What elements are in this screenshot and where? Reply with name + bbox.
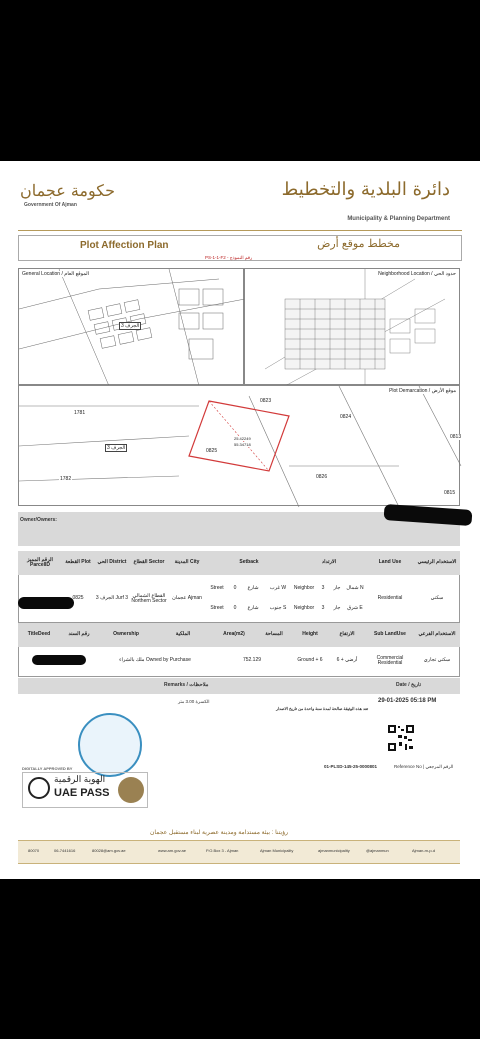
footer-contacts-bar: [18, 840, 460, 864]
plot-label-0824: 0824: [340, 414, 352, 420]
plot-label-0813: 0813: [450, 434, 462, 440]
title-ar: مخطط موقع أرض: [317, 238, 400, 250]
setback-row1-dir2: شمال N: [346, 585, 364, 592]
hdr-parcel: الرقم المميز ParcelID: [18, 551, 62, 575]
general-location-label: General Location / الموقع العام: [22, 271, 90, 277]
district-value: الجرف 3 Jurf 3: [95, 595, 129, 602]
demarcation-jurf-label: الجرف 3: [107, 445, 126, 451]
hdr-titledeed: TitleDeed: [18, 623, 60, 647]
sub-landuse-value: Commercial Residential: [376, 654, 404, 666]
hdr-area: Area(m2): [212, 623, 256, 647]
municipality-logo-en: Municipality & Planning Department: [347, 216, 450, 222]
contact-twitter: @ajmanmun: [366, 848, 389, 853]
height-ar-value: أرضي + 6: [336, 657, 358, 664]
date-value: 29-01-2025 05:18 PM: [378, 698, 437, 704]
reference-value: 01-PLSD-145-25-0000801: [324, 764, 378, 769]
uae-pass-ar: الهوية الرقمية: [54, 774, 106, 784]
hdr-setback: Setback: [206, 551, 292, 575]
setback-row1-dir: غرب W: [269, 585, 287, 592]
hdr-deed-no: رقم السند: [60, 623, 98, 647]
city-value: عجمان Ajman: [172, 595, 202, 602]
contact-pobox: P.O.Box 3 - Ajman: [206, 848, 239, 853]
fingerprint-icon: [28, 777, 50, 799]
government-logo-en: Government Of Ajman: [24, 202, 77, 208]
vision-statement: رؤيتنا : بيئة مستدامة ومدينة عصرية لبناء مستقبل عجمان: [150, 830, 289, 836]
digitally-approved-label: DIGITALLY APPROVED BY: [22, 766, 73, 771]
uae-pass-seal: [118, 777, 144, 803]
hdr-sub-landuse: Sub LandUse: [366, 623, 414, 647]
neighborhood-location-label: Neighborhood Location / حدود الحي: [378, 271, 456, 277]
hdr-sub-landuse-ar: الاستخدام الفرعي: [414, 623, 460, 647]
area-value: 752.129: [242, 657, 262, 664]
setback-row2-dir2: شرق E: [347, 605, 363, 612]
plot-coord-2: 55.34718: [234, 442, 251, 447]
setback-row2-val: 0: [233, 605, 237, 612]
document-page: [0, 161, 480, 879]
municipality-logo-ar: دائرة البلدية والتخطيط: [281, 179, 450, 200]
contact-phone: 06-7441616: [54, 848, 76, 853]
reference-label: Reference No | الرقم المرجعي: [394, 764, 454, 769]
setback-row2-dir: جنوب S: [269, 605, 287, 612]
setback-row2-type: Street: [210, 605, 224, 612]
remarks-bar: [18, 678, 460, 694]
hdr-land-use: Land Use: [366, 551, 414, 575]
setback-row1-type: Street: [210, 585, 224, 592]
contact-instagram: ajmanmunicipality: [318, 848, 350, 853]
contact-youtube: Ajman-m-p-d: [412, 848, 436, 853]
plot-demarcation-map: [18, 385, 460, 506]
plot-label-1781: 1781: [74, 410, 86, 416]
plot-label-0815: 0815: [444, 490, 456, 496]
qr-code: [387, 724, 415, 752]
hdr-ownership-ar: الملكية: [154, 623, 212, 647]
owner-label-en: Owner/Owners:: [20, 517, 57, 523]
general-map-jurf-label: الجرف 3: [121, 323, 140, 329]
setback-row2-val2: 3: [321, 605, 325, 612]
plot-value: 0825: [72, 595, 84, 602]
hdr-land-use-ar: الاستخدام الرئيسي: [414, 551, 460, 575]
general-location-map: [18, 268, 244, 385]
hdr-area-ar: المساحة: [256, 623, 292, 647]
hdr-ownership: Ownership: [98, 623, 154, 647]
setback-row2-type2: Neighbor: [293, 605, 315, 612]
government-logo-ar: حكومة عجمان: [20, 181, 115, 200]
contact-email: 80028@am.gov.ae: [92, 848, 126, 853]
plot-label-0826: 0826: [316, 474, 328, 480]
plot-label-0823: 0823: [260, 398, 272, 404]
title-deed-redaction: [32, 655, 86, 665]
plot-label-1782: 1782: [60, 476, 72, 482]
hdr-setback-ar: الارتداد: [292, 551, 366, 575]
hdr-height: Height: [292, 623, 328, 647]
land-use-ar-value: سكني: [430, 595, 444, 602]
remarks-label: Remarks / ملاحظات: [164, 682, 209, 688]
contact-facebook: Ajman Municipality: [260, 848, 294, 853]
sector-value: القطاع الشمالي Northern Sector: [131, 592, 167, 604]
setback-row1-dir-ar: شارع: [247, 585, 259, 592]
hdr-plot: القطعة Plot: [62, 551, 94, 575]
form-number: PS-1-1-F2 - رقم النموذج: [205, 255, 253, 260]
plot-demarcation-label: Plot Demarcation / موقع الأرض: [389, 388, 456, 394]
title-en: Plot Affection Plan: [80, 240, 169, 251]
setback-row2-dir-ar: شارع: [247, 605, 259, 612]
date-label: Date / تاريخ: [396, 682, 421, 688]
neighborhood-map-drawing: [245, 269, 461, 386]
setback-row1-type2: Neighbor: [293, 585, 315, 592]
land-use-value: Residential: [377, 595, 403, 602]
height-value: Ground + 6: [297, 657, 323, 664]
hdr-city: المدينة City: [168, 551, 206, 575]
validity-note: تعد هذه الوثيقة صالحة لمدة سنة واحدة من تاريخ الاصدار: [276, 706, 369, 711]
hdr-district: الحي District: [94, 551, 130, 575]
remarks-note: الكسرة 3.00 متر: [178, 699, 210, 704]
plot-label-0825: 0825: [206, 448, 218, 454]
contact-website: www.am.gov.ae: [158, 848, 186, 853]
sub-landuse-ar-value: سكني تجاري: [423, 657, 451, 664]
plot-coord-1: 25.42249: [234, 436, 251, 441]
uae-pass-en: UAE PASS: [54, 787, 110, 799]
hdr-sector: القطاع Sector: [130, 551, 168, 575]
official-stamp: [78, 713, 142, 777]
hdr-height-ar: الارتفاع: [328, 623, 366, 647]
setback-row2-dir2-ar: جار: [333, 605, 341, 612]
setback-row1-val: 0: [233, 585, 237, 592]
setback-row1-dir2-ar: جار: [333, 585, 341, 592]
neighborhood-location-map: [244, 268, 460, 385]
ownership-value: ملك بالشراء Owned by Purchase: [119, 657, 191, 664]
contact-hotline: 80070: [28, 848, 40, 853]
header-divider: [18, 230, 462, 231]
setback-row1-val2: 3: [321, 585, 325, 592]
